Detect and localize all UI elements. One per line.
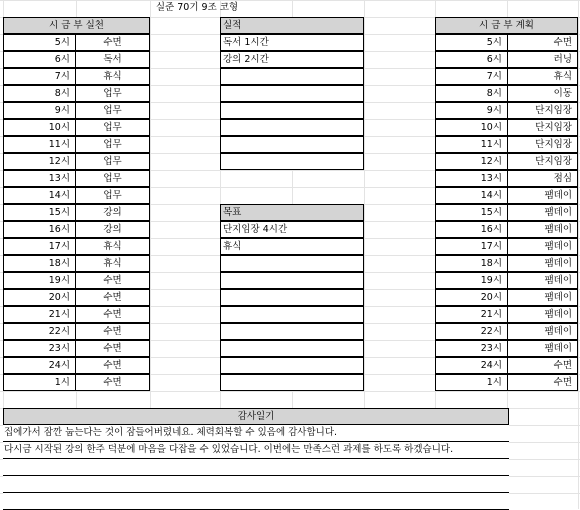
practice-time-cell[interactable]: 22시 bbox=[3, 323, 76, 340]
achievement-cell[interactable] bbox=[220, 68, 292, 85]
goal-cell-blank[interactable] bbox=[291, 306, 364, 323]
practice-activity-cell[interactable]: 업무 bbox=[75, 85, 150, 102]
plan-time-cell[interactable]: 14시 bbox=[435, 187, 508, 204]
goal-cell[interactable] bbox=[220, 374, 292, 391]
practice-time-cell[interactable]: 10시 bbox=[3, 119, 76, 136]
plan-time-cell[interactable]: 18시 bbox=[435, 255, 508, 272]
achievement-cell-blank[interactable] bbox=[291, 102, 364, 119]
practice-activity-cell[interactable]: 수면 bbox=[75, 34, 150, 51]
practice-time-cell[interactable]: 14시 bbox=[3, 187, 76, 204]
diary-header: 감사일기 bbox=[3, 408, 509, 425]
diary-line[interactable] bbox=[3, 493, 509, 510]
achievement-header: 실적 bbox=[220, 17, 364, 34]
achievement-cell-blank[interactable] bbox=[291, 68, 364, 85]
plan-time-cell[interactable]: 21시 bbox=[435, 306, 508, 323]
goal-cell-blank[interactable] bbox=[291, 323, 364, 340]
practice-activity-cell[interactable]: 업무 bbox=[75, 136, 150, 153]
practice-time-cell[interactable]: 17시 bbox=[3, 238, 76, 255]
goal-cell[interactable] bbox=[220, 289, 292, 306]
plan-time-cell[interactable]: 1시 bbox=[435, 374, 508, 391]
achievement-cell-blank[interactable] bbox=[291, 85, 364, 102]
practice-activity-cell[interactable]: 업무 bbox=[75, 170, 150, 187]
practice-time-cell[interactable]: 24시 bbox=[3, 357, 76, 374]
plan-time-cell[interactable]: 8시 bbox=[435, 85, 508, 102]
practice-time-cell[interactable]: 18시 bbox=[3, 255, 76, 272]
practice-activity-cell[interactable]: 수면 bbox=[75, 272, 150, 289]
goal-cell[interactable] bbox=[220, 357, 292, 374]
plan-header: 시 금 부 계획 bbox=[435, 17, 578, 34]
diary-line[interactable] bbox=[3, 459, 509, 476]
practice-activity-cell[interactable]: 수면 bbox=[75, 357, 150, 374]
practice-time-cell[interactable]: 11시 bbox=[3, 136, 76, 153]
goal-cell-blank[interactable] bbox=[291, 272, 364, 289]
achievement-cell[interactable] bbox=[220, 119, 292, 136]
achievement-cell[interactable] bbox=[220, 136, 292, 153]
sheet-title: 실준 70기 9조 코형 bbox=[155, 2, 239, 13]
goal-cell[interactable] bbox=[220, 255, 292, 272]
practice-activity-cell[interactable]: 업무 bbox=[75, 102, 150, 119]
achievement-cell[interactable] bbox=[220, 153, 292, 170]
gridline-horizontal bbox=[0, 391, 580, 392]
plan-activity-cell[interactable]: 이동 bbox=[507, 85, 578, 102]
plan-time-cell[interactable]: 16시 bbox=[435, 221, 508, 238]
goal-cell-blank[interactable] bbox=[291, 340, 364, 357]
practice-activity-cell[interactable]: 업무 bbox=[75, 119, 150, 136]
practice-time-cell[interactable]: 9시 bbox=[3, 102, 76, 119]
goal-cell-blank[interactable] bbox=[291, 255, 364, 272]
achievement-cell-blank[interactable] bbox=[291, 51, 364, 68]
goal-cell[interactable] bbox=[220, 340, 292, 357]
plan-activity-cell[interactable]: 팸데이 bbox=[507, 289, 578, 306]
plan-activity-cell[interactable]: 수면 bbox=[507, 357, 578, 374]
plan-activity-cell[interactable]: 단지임장 bbox=[507, 119, 578, 136]
practice-activity-cell[interactable]: 휴식 bbox=[75, 238, 150, 255]
plan-activity-cell[interactable]: 수면 bbox=[507, 374, 578, 391]
plan-activity-cell[interactable]: 수면 bbox=[507, 34, 578, 51]
goal-cell[interactable]: 휴식 bbox=[220, 238, 292, 255]
practice-activity-cell[interactable]: 강의 bbox=[75, 204, 150, 221]
plan-activity-cell[interactable]: 팸데이 bbox=[507, 306, 578, 323]
practice-time-cell[interactable]: 21시 bbox=[3, 306, 76, 323]
plan-time-cell[interactable]: 20시 bbox=[435, 289, 508, 306]
practice-time-cell[interactable]: 6시 bbox=[3, 51, 76, 68]
practice-header: 시 금 부 실천 bbox=[3, 17, 150, 34]
plan-time-cell[interactable]: 19시 bbox=[435, 272, 508, 289]
practice-activity-cell[interactable]: 수면 bbox=[75, 374, 150, 391]
plan-time-cell[interactable]: 12시 bbox=[435, 153, 508, 170]
achievement-cell-blank[interactable] bbox=[291, 153, 364, 170]
practice-time-cell[interactable]: 1시 bbox=[3, 374, 76, 391]
goal-cell[interactable] bbox=[220, 272, 292, 289]
practice-time-cell[interactable]: 19시 bbox=[3, 272, 76, 289]
diary-line[interactable] bbox=[3, 476, 509, 493]
plan-time-cell[interactable]: 22시 bbox=[435, 323, 508, 340]
goal-cell-blank[interactable] bbox=[291, 221, 364, 238]
practice-activity-cell[interactable]: 수면 bbox=[75, 323, 150, 340]
practice-time-cell[interactable]: 16시 bbox=[3, 221, 76, 238]
gridline-horizontal bbox=[0, 0, 580, 1]
practice-time-cell[interactable]: 23시 bbox=[3, 340, 76, 357]
practice-activity-cell[interactable]: 휴식 bbox=[75, 255, 150, 272]
goal-cell-blank[interactable] bbox=[291, 238, 364, 255]
plan-activity-cell[interactable]: 팸데이 bbox=[507, 272, 578, 289]
practice-time-cell[interactable]: 12시 bbox=[3, 153, 76, 170]
achievement-cell[interactable]: 독서 1시간 bbox=[220, 34, 292, 51]
practice-time-cell[interactable]: 7시 bbox=[3, 68, 76, 85]
goal-cell[interactable]: 단지임장 4시간 bbox=[220, 221, 292, 238]
practice-activity-cell[interactable]: 수면 bbox=[75, 306, 150, 323]
diary-line[interactable]: 다시금 시작된 강의 한주 덕분에 마음을 다잡을 수 있었습니다. 이번에는 만족스런 과제를 하도록 하겠습니다. bbox=[3, 442, 509, 459]
achievement-cell-blank[interactable] bbox=[291, 136, 364, 153]
plan-activity-cell[interactable]: 점심 bbox=[507, 170, 578, 187]
practice-activity-cell[interactable]: 수면 bbox=[75, 340, 150, 357]
plan-activity-cell[interactable]: 팸데이 bbox=[507, 238, 578, 255]
achievement-cell[interactable] bbox=[220, 102, 292, 119]
goal-cell[interactable] bbox=[220, 306, 292, 323]
practice-activity-cell[interactable]: 휴식 bbox=[75, 68, 150, 85]
plan-time-cell[interactable]: 13시 bbox=[435, 170, 508, 187]
plan-time-cell[interactable]: 23시 bbox=[435, 340, 508, 357]
goal-cell-blank[interactable] bbox=[291, 374, 364, 391]
practice-activity-cell[interactable]: 수면 bbox=[75, 289, 150, 306]
practice-activity-cell[interactable]: 업무 bbox=[75, 187, 150, 204]
practice-time-cell[interactable]: 15시 bbox=[3, 204, 76, 221]
goal-cell-blank[interactable] bbox=[291, 289, 364, 306]
plan-time-cell[interactable]: 5시 bbox=[435, 34, 508, 51]
plan-activity-cell[interactable]: 단지임장 bbox=[507, 136, 578, 153]
plan-activity-cell[interactable]: 휴식 bbox=[507, 68, 578, 85]
plan-time-cell[interactable]: 6시 bbox=[435, 51, 508, 68]
plan-time-cell[interactable]: 15시 bbox=[435, 204, 508, 221]
plan-activity-cell[interactable]: 팸데이 bbox=[507, 255, 578, 272]
achievement-cell[interactable] bbox=[220, 85, 292, 102]
diary-line[interactable]: 집에가서 잠깐 눕는다는 것이 잠들어버렸네요. 체력회복할 수 있음에 감사합니다. bbox=[3, 425, 509, 442]
plan-time-cell[interactable]: 10시 bbox=[435, 119, 508, 136]
goal-cell-blank[interactable] bbox=[291, 357, 364, 374]
plan-activity-cell[interactable]: 팸데이 bbox=[507, 221, 578, 238]
plan-activity-cell[interactable]: 팸데이 bbox=[507, 204, 578, 221]
practice-time-cell[interactable]: 5시 bbox=[3, 34, 76, 51]
plan-time-cell[interactable]: 7시 bbox=[435, 68, 508, 85]
plan-activity-cell[interactable]: 팸데이 bbox=[507, 187, 578, 204]
plan-activity-cell[interactable]: 팸데이 bbox=[507, 323, 578, 340]
plan-activity-cell[interactable]: 단지임장 bbox=[507, 102, 578, 119]
achievement-cell[interactable]: 강의 2시간 bbox=[220, 51, 292, 68]
achievement-cell-blank[interactable] bbox=[291, 34, 364, 51]
practice-time-cell[interactable]: 8시 bbox=[3, 85, 76, 102]
plan-activity-cell[interactable]: 팸데이 bbox=[507, 340, 578, 357]
plan-time-cell[interactable]: 11시 bbox=[435, 136, 508, 153]
practice-activity-cell[interactable]: 업무 bbox=[75, 153, 150, 170]
plan-time-cell[interactable]: 24시 bbox=[435, 357, 508, 374]
practice-activity-cell[interactable]: 독서 bbox=[75, 51, 150, 68]
achievement-cell-blank[interactable] bbox=[291, 119, 364, 136]
goal-header: 목표 bbox=[220, 204, 364, 221]
plan-time-cell[interactable]: 9시 bbox=[435, 102, 508, 119]
practice-time-cell[interactable]: 13시 bbox=[3, 170, 76, 187]
goal-cell[interactable] bbox=[220, 323, 292, 340]
plan-activity-cell[interactable]: 러닝 bbox=[507, 51, 578, 68]
practice-time-cell[interactable]: 20시 bbox=[3, 289, 76, 306]
practice-activity-cell[interactable]: 강의 bbox=[75, 221, 150, 238]
plan-time-cell[interactable]: 17시 bbox=[435, 238, 508, 255]
plan-activity-cell[interactable]: 단지임장 bbox=[507, 153, 578, 170]
